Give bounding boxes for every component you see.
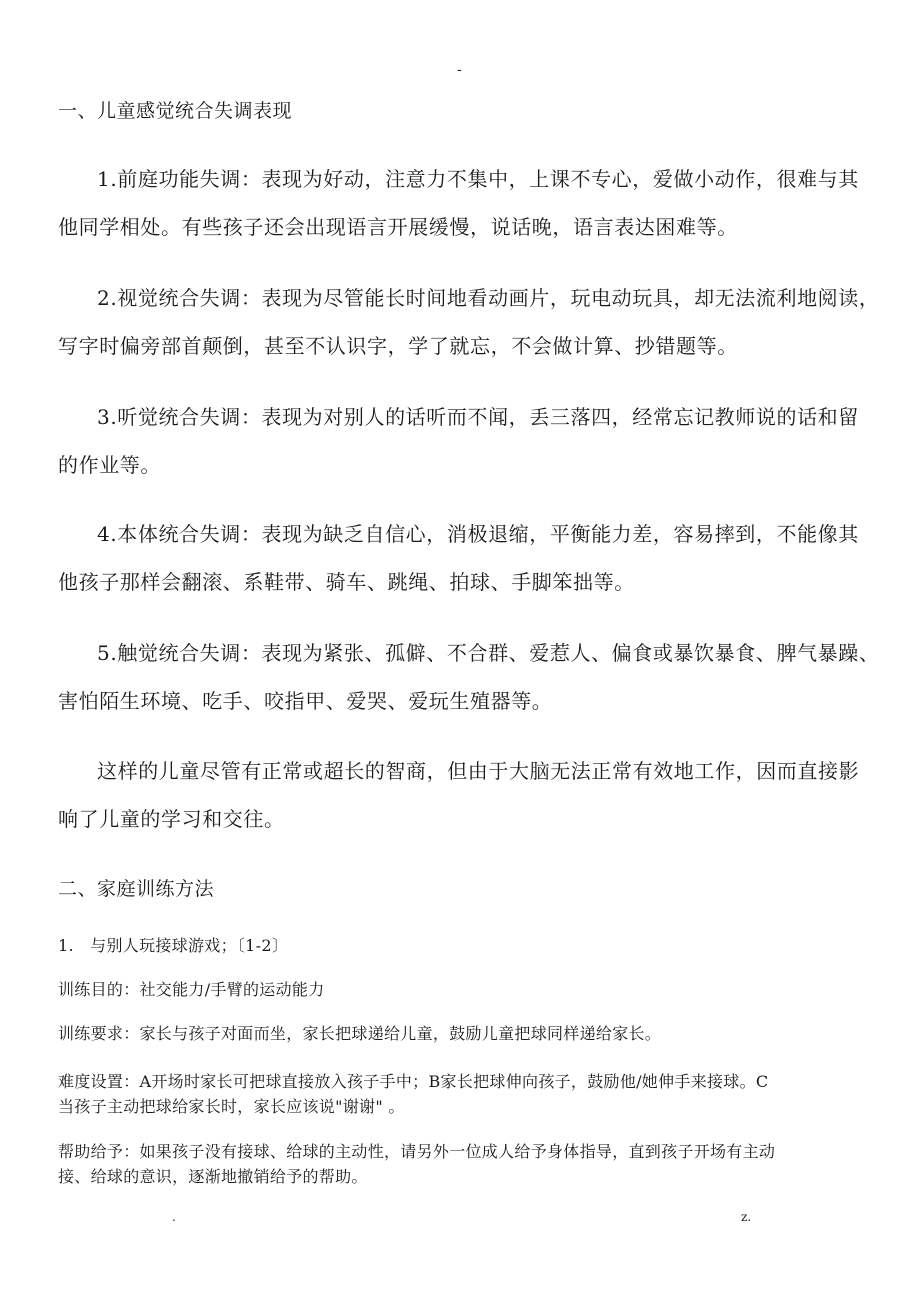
difficulty-line-2: 当孩子主动把球给家长时，家长应该说"谢谢" 。 bbox=[58, 1097, 405, 1116]
item-3-line-1: 3.听觉统合失调：表现为对别人的话听而不闻，丢三落四，经常忘记教师说的话和留 bbox=[97, 405, 859, 429]
summary-line-1: 这样的儿童尽管有正常或超长的智商，但由于大脑无法正常有效地工作，因而直接影 bbox=[97, 759, 860, 783]
section-heading-1: 一、儿童感觉统合失调表现 bbox=[58, 100, 293, 122]
section-heading-2: 二、家庭训练方法 bbox=[58, 878, 215, 900]
help-line-1: 帮助给予：如果孩子没有接球、给球的主动性，请另外一位成人给予身体指导，直到孩子开场有主动 bbox=[58, 1142, 776, 1161]
header-mark: - bbox=[457, 62, 462, 78]
item-5-line-2: 害怕陌生环境、吃手、咬指甲、爱哭、爱玩生殖器等。 bbox=[58, 689, 553, 713]
training-item-title: 1. 与别人玩接球游戏；〔1-2〕 bbox=[58, 936, 289, 955]
item-2-line-1: 2.视觉统合失调：表现为尽管能长时间地看动画片，玩电动玩具，却无法流利地阅读， bbox=[97, 286, 880, 310]
footer-right-mark: z. bbox=[741, 1210, 752, 1224]
difficulty-line-1: 难度设置：A开场时家长可把球直接放入孩子手中；B家长把球伸向孩子，鼓励他/她伸手来接球。C bbox=[58, 1072, 769, 1091]
item-1-line-1: 1.前庭功能失调：表现为好动，注意力不集中，上课不专心，爱做小动作，很难与其 bbox=[97, 167, 859, 191]
training-requirement: 训练要求：家长与孩子对面而坐，家长把球递给儿童，鼓励儿童把球同样递给家长。 bbox=[58, 1024, 662, 1043]
footer-left-mark: . bbox=[172, 1210, 176, 1224]
training-purpose: 训练目的：社交能力/手臂的运动能力 bbox=[58, 980, 325, 999]
item-3-line-2: 的作业等。 bbox=[58, 453, 161, 477]
item-4-line-2: 他孩子那样会翻滚、系鞋带、骑车、跳绳、拍球、手脚笨拙等。 bbox=[58, 570, 635, 594]
summary-line-2: 响了儿童的学习和交往。 bbox=[58, 807, 285, 831]
item-1-line-2: 他同学相处。有些孩子还会出现语言开展缓慢，说话晚，语言表达困难等。 bbox=[58, 215, 738, 239]
item-5-line-1: 5.触觉统合失调：表现为紧张、孤僻、不合群、爱惹人、偏食或暴饮暴食、脾气暴躁、 bbox=[97, 641, 880, 665]
item-4-line-1: 4.本体统合失调：表现为缺乏自信心，消极退缩，平衡能力差，容易摔到，不能像其 bbox=[97, 522, 859, 546]
item-2-line-2: 写字时偏旁部首颠倒，甚至不认识字，学了就忘，不会做计算、抄错题等。 bbox=[58, 334, 738, 358]
help-line-2: 接、给球的意识，逐渐地撤销给予的帮助。 bbox=[58, 1167, 368, 1186]
